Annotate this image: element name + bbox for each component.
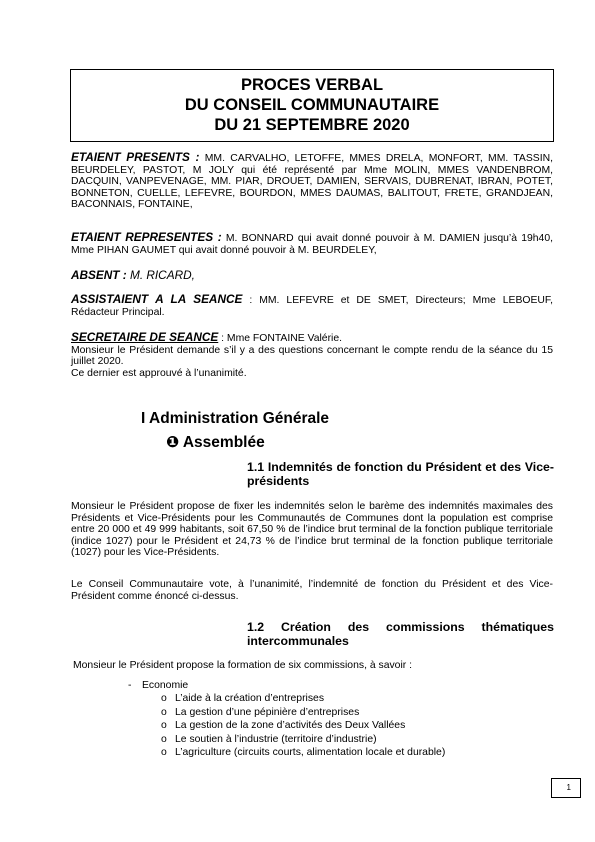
representes-paragraph (71, 232, 553, 256)
list-item (161, 692, 445, 706)
list-item-economie (128, 679, 188, 693)
commissions-intro: Monsieur le Président propose la formation de six commissions, à savoir : (73, 660, 412, 671)
secretaire-text: : Mme FONTAINE Valérie. (218, 333, 343, 344)
circle-bullet: o (161, 693, 167, 704)
vote-paragraph: Le Conseil Communautaire vote, à l’unanimité, l’indemnité de fonction du Président et des Vice-Président comme énoncé ci-dessus. (71, 579, 553, 602)
presents-paragraph (71, 152, 553, 211)
representes-label: ETAIENT REPRESENTES : (71, 230, 222, 244)
title-box (70, 69, 554, 142)
compte-rendu-question: Monsieur le Président demande s’il y a des questions concernant le compte rendu de la séance du 15 juillet 2020. (71, 344, 553, 368)
circle-bullet: o (161, 706, 167, 718)
item-1-2-heading: 1.2 Création des commissions thématiques intercommunales (247, 620, 554, 648)
commissions-list (128, 679, 188, 693)
secretaire-label: SECRETAIRE DE SEANCE (71, 330, 219, 344)
circle-bullet: o (161, 733, 167, 745)
presents-label: ETAIENT PRESENTS : (71, 150, 200, 164)
absent-label: ABSENT : (71, 268, 127, 282)
page-number: 1 (551, 778, 581, 798)
list-item-text: Le soutien à l’industrie (territoire d’industrie) (175, 733, 377, 745)
title-line-3: DU 21 SEPTEMBRE 2020 (214, 116, 410, 134)
list-item-text: La gestion d’une pépinière d’entreprises (175, 706, 360, 718)
assistaient-label: ASSISTAIENT A LA SEANCE (71, 292, 243, 306)
assistaient-paragraph (71, 294, 553, 318)
list-item (161, 719, 445, 733)
item-1-1-heading: 1.1 Indemnités de fonction du Président et des Vice-présidents (247, 460, 554, 488)
dash-bullet: - (128, 680, 132, 691)
economie-sublist (161, 692, 445, 760)
presents-text: MM. CARVALHO, LETOFFE, MMES DRELA, MONFORT, MM. TASSIN, BEURDELEY, PASTOT, M JOLY qui été représenté par Mme MOLIN, MMES VANDENBROM, DACQUIN, VANPEVENAGE, MM. PIAR, DROUET, DAMIEN, SERVAIS, DUBRENAT, IBRAN, POTET, BONNETON, CUELLE, LEFEVRE, BOURDON, MMES DAUMAS, BALITOUT, FRETE, GRANDJEAN, BACONNAIS, FONTAINE, (71, 153, 553, 211)
absent-text: M. RICARD, (126, 268, 195, 282)
list-item-text: La gestion de la zone d’activités des Deux Vallées (175, 720, 406, 732)
list-item-text: L’aide à la création d’entreprises (175, 693, 325, 704)
economie-label: Economie (142, 680, 189, 691)
indemnites-paragraph: Monsieur le Président propose de fixer les indemnités selon le barème des indemnités maximales des Présidents et Vice-Présidents pour les Communautés de Communes dont la population est comprise entre 20 000 et 49 999 habitants, soit 67,50 % de l’indice brut terminal de la fonction publique territoriale (indice 1027) pour le Président et 24,73 % de l’indice brut terminal de la fonction publique territoriale (1027) pour les Vice-Présidents. (71, 501, 553, 559)
list-item (161, 733, 445, 747)
absent-paragraph (71, 270, 553, 283)
circle-bullet: o (161, 720, 167, 732)
title-line-2: DU CONSEIL COMMUNAUTAIRE (184, 96, 440, 114)
secretaire-paragraph (71, 332, 553, 379)
title-line-1: PROCES VERBAL (240, 76, 384, 94)
compte-rendu-approval: Ce dernier est approuvé à l’unanimité. (71, 367, 247, 379)
circle-bullet: o (161, 747, 167, 759)
subsection-heading: ❶ Assemblée (166, 434, 265, 451)
list-item (161, 746, 445, 760)
section-heading: I Administration Générale (141, 410, 330, 427)
list-item (161, 706, 445, 720)
assistaient-text: : MM. LEFEVRE et DE SMET, Directeurs; Mme LEBOEUF, Rédacteur Principal. (71, 295, 553, 318)
list-item-text: L’agriculture (circuits courts, alimentation locale et durable) (175, 747, 446, 759)
representes-text: M. BONNARD qui avait donné pouvoir à M. DAMIEN jusqu’à 19h40, Mme PIHAN GAUMET qui avait donné pouvoir à M. BEURDELEY, (71, 233, 553, 256)
